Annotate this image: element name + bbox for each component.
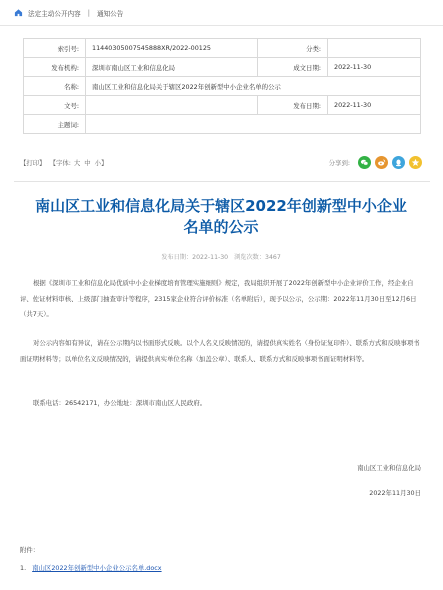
attachment-index: 1. bbox=[20, 564, 27, 572]
table-row bbox=[24, 115, 421, 134]
keywords-value bbox=[86, 115, 421, 134]
article-body bbox=[20, 276, 422, 323]
section-divider bbox=[14, 181, 430, 182]
paragraph-1: 根据《深圳市工业和信息化局优质中小企业梯度培育管理实施细则》规定，我局组织开展了2022年创新型中小企业评价工作，经企业自评、佐证材料审核、上级部门抽查审计等程序，2315家企业符合评价标准（名单附后），现予以公示，公示期：2022年11月30日至12月6日（共7天）。 bbox=[20, 279, 417, 318]
docno-label: 文号: bbox=[24, 96, 86, 115]
article-title bbox=[20, 196, 422, 238]
breadcrumb-separator: | bbox=[87, 8, 90, 17]
share-label: 分享到: bbox=[328, 158, 350, 167]
paragraph-3: 联系电话：26542171，办公地址：深圳市南山区人民政府。 bbox=[33, 399, 207, 407]
breadcrumb-item-public-content[interactable]: 法定主动公开内容 bbox=[28, 9, 81, 18]
breadcrumb-item-notices[interactable]: 通知公告 bbox=[96, 9, 124, 18]
article-body-3 bbox=[20, 396, 422, 412]
font-medium-button[interactable]: 中 bbox=[84, 158, 91, 167]
signature-org: 南山区工业和信息化局 bbox=[357, 464, 421, 472]
font-large-button[interactable]: 大 bbox=[73, 158, 81, 167]
index-no-value: 11440305007545888XR/2022-00125 bbox=[86, 39, 258, 58]
name-label: 名称: bbox=[24, 77, 86, 96]
keywords-label: 主题词: bbox=[24, 115, 86, 134]
breadcrumb bbox=[0, 0, 443, 26]
index-no-label: 索引号: bbox=[24, 39, 86, 58]
publish-time: 发布日期：2022-11-30 bbox=[161, 254, 229, 261]
table-row bbox=[24, 39, 421, 58]
qq-icon[interactable] bbox=[392, 156, 405, 169]
table-row bbox=[24, 58, 421, 77]
signature-date: 2022年11月30日 bbox=[369, 489, 421, 497]
issuer-value: 深圳市南山区工业和信息化局 bbox=[86, 58, 258, 77]
date-value: 2022-11-30 bbox=[328, 58, 421, 77]
date-label: 成文日期: bbox=[258, 58, 328, 77]
view-count: 浏览次数：3467 bbox=[234, 254, 281, 261]
category-label: 分类: bbox=[258, 39, 328, 58]
article-title-line-2: 名单的公示 bbox=[183, 218, 259, 236]
weibo-icon[interactable] bbox=[375, 156, 388, 169]
category-value bbox=[328, 39, 421, 58]
font-size-label: 【字体: bbox=[49, 158, 71, 167]
paragraph-2: 对公示内容如有异议，请在公示期内以书面形式反映。以个人名义反映情况的，请提供真实姓名（身份证复印件）、联系方式和反映事项书面证明材料等；以单位名义反映情况的，请提供真实单位名称（加盖公章）、联系人、联系方式和反映事项书面证明材料等。 bbox=[20, 339, 420, 363]
home-icon bbox=[14, 8, 23, 17]
table-row bbox=[24, 96, 421, 115]
name-value: 南山区工业和信息化局关于辖区2022年创新型中小企业名单的公示 bbox=[86, 77, 421, 96]
attachment-label: 附件： bbox=[20, 546, 40, 554]
article-body-2 bbox=[20, 336, 422, 367]
issuer-label: 发布机构: bbox=[24, 58, 86, 77]
article-info bbox=[20, 252, 422, 261]
print-button[interactable]: 【打印】 bbox=[20, 158, 46, 167]
font-size-close: 】 bbox=[101, 158, 108, 167]
wechat-icon[interactable] bbox=[358, 156, 371, 169]
article-toolbar bbox=[20, 153, 422, 171]
attachment-item bbox=[20, 563, 162, 572]
font-small-button[interactable]: 小 bbox=[94, 158, 102, 167]
attachment-link[interactable]: 南山区2022年创新型中小企业公示名单.docx bbox=[32, 564, 162, 572]
table-row bbox=[24, 77, 421, 96]
document-meta-table bbox=[23, 38, 421, 134]
qzone-icon[interactable] bbox=[409, 156, 422, 169]
pubdate-value: 2022-11-30 bbox=[328, 96, 421, 115]
pubdate-label: 发布日期: bbox=[258, 96, 328, 115]
share-icons bbox=[358, 156, 422, 169]
article-title-line-1: 南山区工业和信息化局关于辖区2022年创新型中小企业 bbox=[35, 197, 407, 215]
docno-value bbox=[86, 96, 258, 115]
